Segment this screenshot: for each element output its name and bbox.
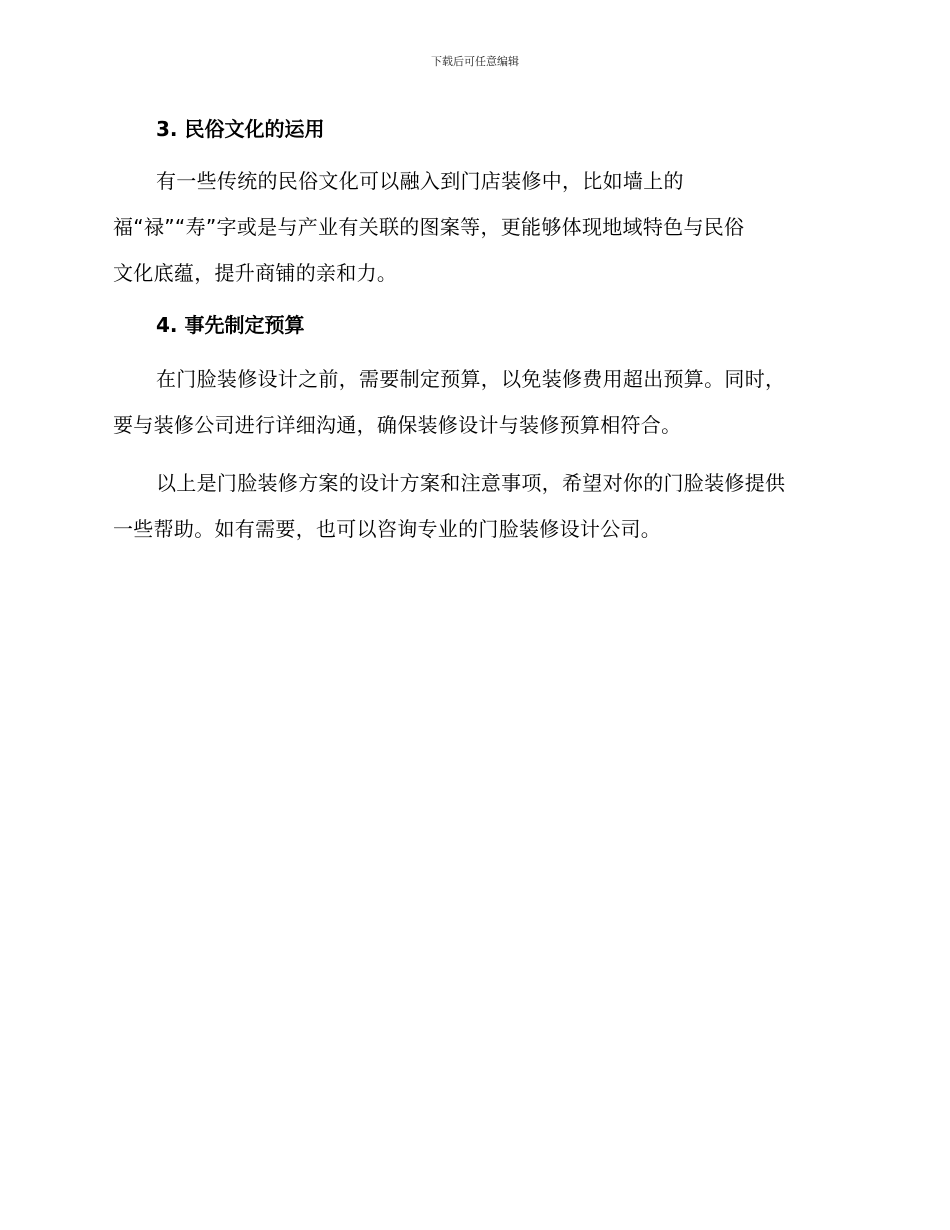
section-heading: 4. 事先制定预算 xyxy=(156,313,305,337)
section-folk-culture xyxy=(113,112,833,296)
paragraph-line: 有一些传统的民俗文化可以融入到门店装修中，比如墙上的 xyxy=(156,169,684,193)
section-paragraph xyxy=(113,158,833,296)
paragraph-line: 要与装修公司进行详细沟通，确保装修设计与装修预算相符合。 xyxy=(113,413,682,437)
document-body xyxy=(113,112,833,564)
paragraph-line: 在门脸装修设计之前，需要制定预算，以免装修费用超出预算。同时， xyxy=(156,367,786,391)
paragraph-line: 福“禄”“寿”字或是与产业有关联的图案等，更能够体现地域特色与民俗 xyxy=(113,215,745,239)
paragraph-line: 以上是门脸装修方案的设计方案和注意事项，希望对你的门脸装修提供 xyxy=(156,471,786,495)
closing-paragraph xyxy=(113,460,833,552)
page-header: 下载后可任意编辑 xyxy=(431,55,519,68)
paragraph-line: 文化底蕴，提升商铺的亲和力。 xyxy=(113,261,398,285)
closing-section xyxy=(113,460,833,552)
section-paragraph xyxy=(113,356,833,448)
section-heading: 3. 民俗文化的运用 xyxy=(156,117,325,141)
section-budget xyxy=(113,308,833,448)
paragraph-line: 一些帮助。如有需要，也可以咨询专业的门脸装修设计公司。 xyxy=(113,517,662,541)
